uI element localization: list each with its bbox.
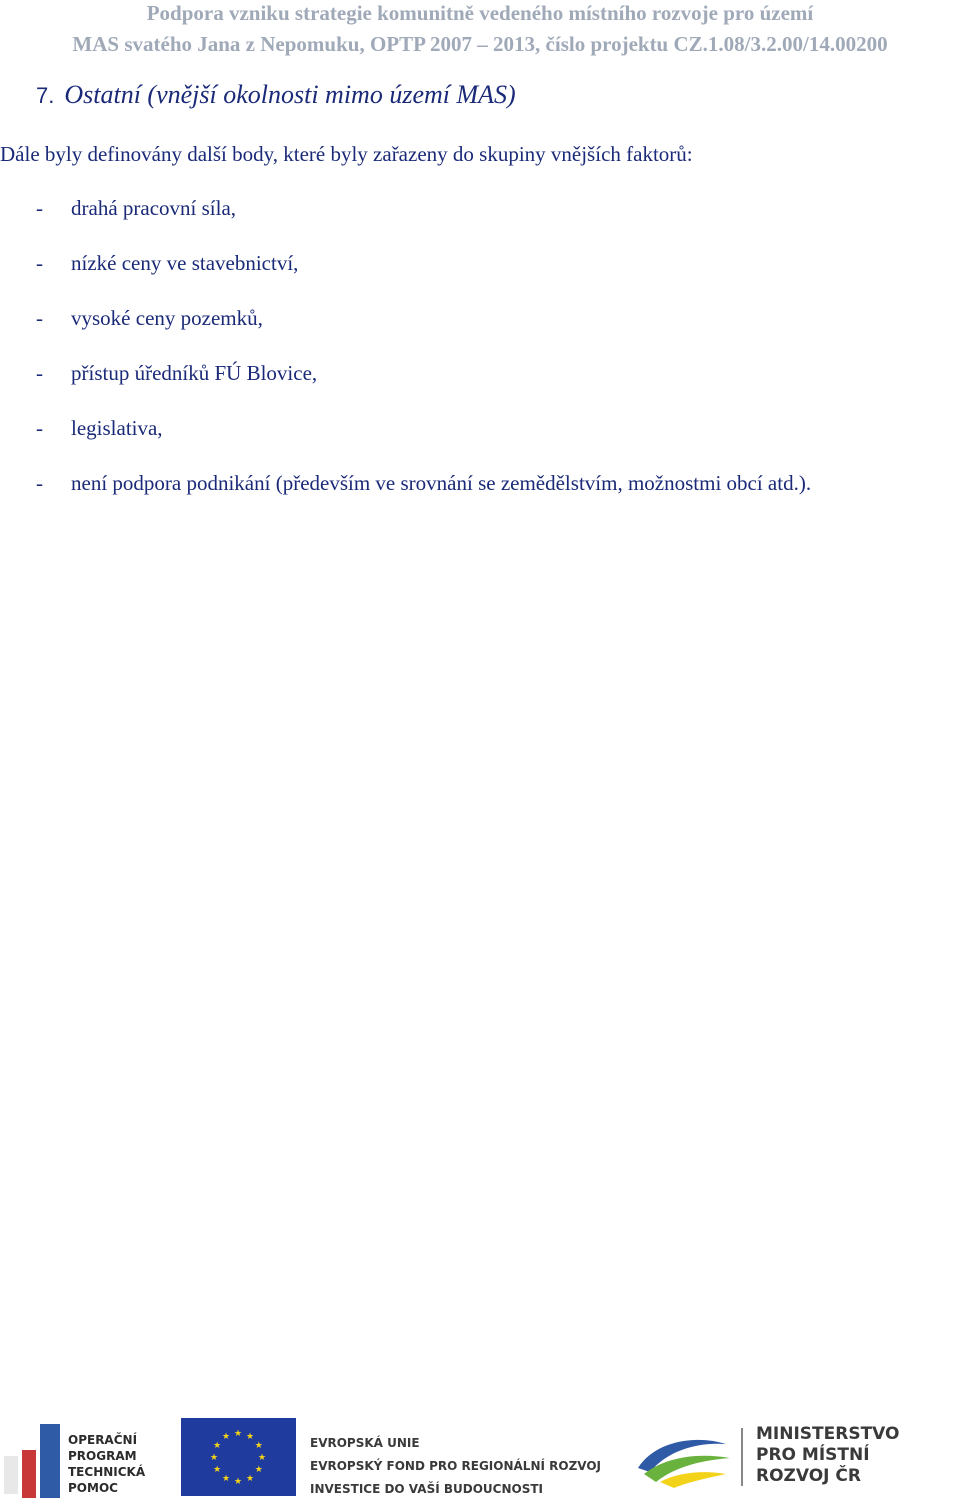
- eu-text-line: EVROPSKÝ FOND PRO REGIONÁLNÍ ROZVOJ: [310, 1459, 602, 1473]
- eu-text-line: EVROPSKÁ UNIE: [310, 1436, 420, 1450]
- mmr-logo-icon: [634, 1428, 734, 1490]
- otp-bar-grey: [4, 1456, 18, 1494]
- mmr-text: [756, 1424, 900, 1487]
- otp-logo: [0, 1416, 160, 1498]
- eu-text-line: INVESTICE DO VAŠÍ BUDOUCNOSTI: [310, 1482, 543, 1496]
- eu-star-icon: ★: [245, 1431, 255, 1442]
- mmr-text-line: MINISTERSTVO: [756, 1424, 900, 1444]
- eu-star-icon: ★: [221, 1472, 231, 1483]
- bullet-marker: -: [36, 416, 43, 440]
- footer-logos: [0, 1410, 960, 1499]
- bullet-marker: -: [36, 361, 43, 385]
- section-title-text: Ostatní (vnější okolnosti mimo území MAS): [64, 80, 516, 109]
- eu-star-icon: ★: [254, 1440, 263, 1450]
- eu-star-icon: ★: [257, 1452, 267, 1462]
- list-item-text: nízké ceny ve stavebnictví,: [71, 251, 299, 275]
- eu-star-icon: ★: [213, 1464, 222, 1474]
- bullet-marker: -: [36, 306, 43, 330]
- list-item-text: přístup úředníků FÚ Blovice,: [71, 361, 318, 385]
- mmr-separator: [741, 1428, 743, 1486]
- header-line-2: MAS svatého Jana z Nepomuku, OPTP 2007 – 2013, číslo projektu CZ.1.08/3.2.00/14.00200: [72, 32, 888, 56]
- otp-label-line: POMOC: [68, 1481, 118, 1495]
- eu-star-icon: ★: [233, 1476, 243, 1486]
- list-item-text: drahá pracovní síla,: [71, 196, 237, 220]
- eu-star-icon: ★: [233, 1428, 243, 1438]
- list-item-text: legislativa,: [71, 416, 163, 440]
- list-item-text: vysoké ceny pozemků,: [71, 306, 263, 330]
- eu-text: [310, 1432, 601, 1501]
- otp-label-line: PROGRAM: [68, 1449, 137, 1463]
- otp-label: [68, 1432, 168, 1496]
- otp-label-line: TECHNICKÁ: [68, 1465, 146, 1479]
- section-heading: [36, 80, 516, 110]
- otp-bar-blue: [40, 1424, 60, 1498]
- intro-paragraph: Dále byly definovány další body, které byly zařazeny do skupiny vnějších faktorů:: [0, 142, 693, 166]
- otp-label-line: OPERAČNÍ: [68, 1433, 138, 1447]
- eu-flag-icon: [181, 1418, 296, 1496]
- eu-star-icon: ★: [213, 1440, 222, 1450]
- mmr-text-line: ROZVOJ ČR: [756, 1466, 861, 1486]
- mmr-text-line: PRO MÍSTNÍ: [756, 1445, 870, 1465]
- list-item-text: není podpora podnikání (především ve srovnání se zemědělstvím, možnostmi obcí atd.).: [71, 471, 812, 495]
- eu-stars-icon: [181, 1418, 296, 1496]
- header-line-1: Podpora vzniku strategie komunitně vedeného místního rozvoje pro území: [146, 1, 814, 25]
- eu-star-icon: ★: [254, 1464, 263, 1474]
- bullet-marker: -: [36, 251, 43, 275]
- eu-star-icon: ★: [209, 1452, 219, 1462]
- bullet-marker: -: [36, 471, 43, 495]
- bullet-marker: -: [36, 196, 43, 220]
- otp-bar-red: [22, 1450, 36, 1498]
- section-number: 7.: [36, 83, 55, 108]
- eu-star-icon: ★: [221, 1431, 231, 1442]
- eu-star-icon: ★: [245, 1472, 255, 1483]
